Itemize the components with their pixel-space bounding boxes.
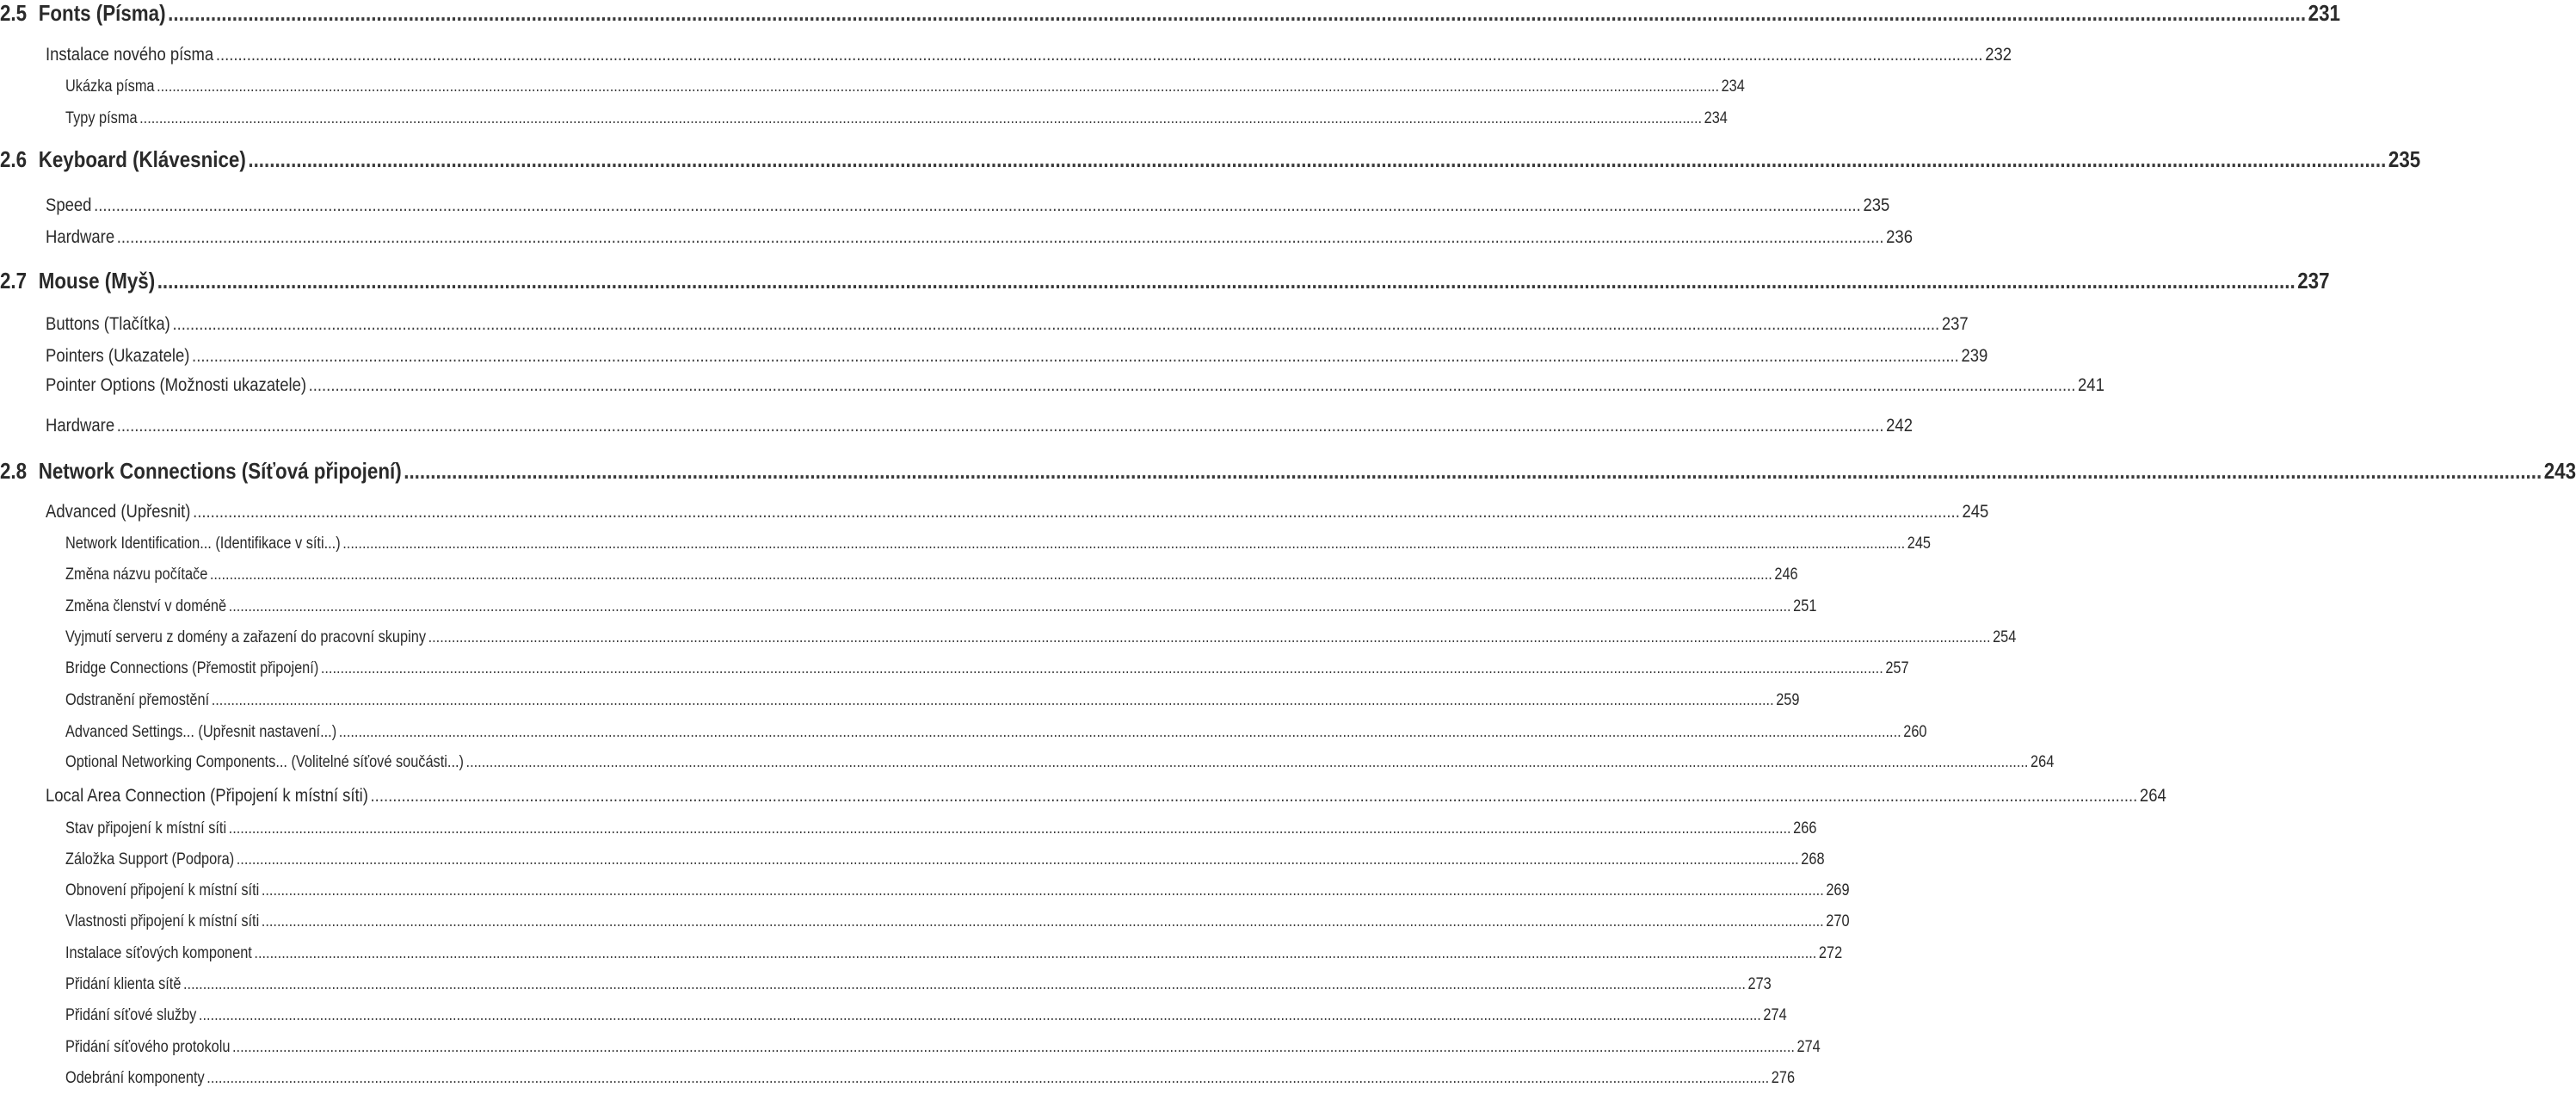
toc-entry[interactable]	[65, 628, 2017, 646]
toc-entry-title: Pointers (Ukazatele)	[46, 346, 190, 366]
dot-leader: ................................................................................................................................................................................................................................................................................................................................................................................................................	[157, 268, 2296, 294]
dot-leader: ................................................................................................................................................................................................................................................................................................................................................................................................................	[261, 881, 1824, 899]
toc-page-number: 231	[2308, 0, 2340, 26]
toc-entry[interactable]	[65, 819, 1817, 837]
toc-entry[interactable]	[65, 975, 1772, 993]
toc-page-number: 237	[1941, 314, 1969, 334]
toc-section-number: 2.6	[0, 146, 28, 172]
toc-entry[interactable]	[65, 535, 1932, 553]
toc-entry-title: Ukázka písma	[65, 77, 155, 96]
dot-leader: ................................................................................................................................................................................................................................................................................................................................................................................................................	[192, 346, 1959, 366]
dot-leader: ................................................................................................................................................................................................................................................................................................................................................................................................................	[404, 458, 2542, 484]
toc-entry-title: Instalace síťových komponent	[65, 944, 252, 962]
toc-page-number: 273	[1747, 975, 1772, 993]
toc-page-number: 234	[1704, 109, 1728, 127]
toc-page-number: 235	[1863, 195, 1890, 215]
toc-page-number: 259	[1776, 691, 1800, 709]
dot-leader: ................................................................................................................................................................................................................................................................................................................................................................................................................	[320, 659, 1883, 677]
dot-leader: ................................................................................................................................................................................................................................................................................................................................................................................................................	[94, 195, 1861, 215]
dot-leader: ................................................................................................................................................................................................................................................................................................................................................................................................................	[215, 45, 1983, 65]
toc-page-number: 246	[1774, 566, 1798, 584]
dot-leader: ................................................................................................................................................................................................................................................................................................................................................................................................................	[254, 944, 1817, 962]
toc-page-number: 235	[2388, 146, 2421, 172]
dot-leader: ................................................................................................................................................................................................................................................................................................................................................................................................................	[261, 912, 1824, 930]
toc-entry-title: Přidání síťové služby	[65, 1006, 197, 1024]
toc-entry-title: Odstranění přemostění	[65, 691, 210, 709]
dot-leader: ................................................................................................................................................................................................................................................................................................................................................................................................................	[236, 850, 1799, 868]
dot-leader: ................................................................................................................................................................................................................................................................................................................................................................................................................	[370, 786, 2138, 806]
toc-entry[interactable]	[46, 314, 1969, 334]
toc-entry[interactable]	[46, 375, 2105, 395]
dot-leader: ................................................................................................................................................................................................................................................................................................................................................................................................................	[209, 566, 1772, 584]
dot-leader: ................................................................................................................................................................................................................................................................................................................................................................................................................	[183, 975, 1746, 993]
toc-entry-title: Network Identification... (Identifikace v síti...)	[65, 535, 341, 553]
dot-leader: ................................................................................................................................................................................................................................................................................................................................................................................................................	[428, 628, 1991, 646]
toc-entry[interactable]	[46, 786, 2166, 806]
toc-entry-title: Přidání klienta sítě	[65, 975, 182, 993]
dot-leader: ................................................................................................................................................................................................................................................................................................................................................................................................................	[116, 227, 1884, 247]
toc-page-number: 269	[1826, 881, 1850, 899]
dot-leader: ................................................................................................................................................................................................................................................................................................................................................................................................................	[465, 753, 2029, 771]
toc-entry[interactable]	[65, 944, 1843, 962]
dot-leader: ................................................................................................................................................................................................................................................................................................................................................................................................................	[338, 723, 1901, 741]
toc-entry-title: Typy písma	[65, 109, 138, 127]
toc-entry-title: Vlastnosti připojení k místní síti	[65, 912, 260, 930]
toc-entry-title: Optional Networking Components... (Volitelné síťové součásti...)	[65, 753, 464, 771]
toc-entry-title: Mouse (Myš)	[38, 268, 156, 294]
toc-section-number: 2.5	[0, 0, 28, 26]
dot-leader: ................................................................................................................................................................................................................................................................................................................................................................................................................	[157, 77, 1720, 96]
dot-leader: ................................................................................................................................................................................................................................................................................................................................................................................................................	[248, 146, 2387, 172]
toc-entry[interactable]	[0, 146, 2421, 172]
toc-entry[interactable]	[46, 346, 1988, 366]
toc-entry-title: Network Connections (Síťová připojení)	[38, 458, 402, 484]
toc-entry[interactable]	[0, 458, 2576, 484]
toc-page-number: 234	[1721, 77, 1745, 96]
toc-entry[interactable]	[65, 912, 1850, 930]
toc-entry[interactable]	[65, 1069, 1796, 1087]
toc-page-number: 241	[2078, 375, 2105, 395]
toc-entry-title: Speed	[46, 195, 92, 215]
toc-entry[interactable]	[65, 881, 1850, 899]
toc-page-number: 270	[1826, 912, 1850, 930]
toc-entry[interactable]	[46, 416, 1913, 436]
toc-entry[interactable]	[65, 109, 1728, 127]
toc-entry-title: Obnovení připojení k místní síti	[65, 881, 260, 899]
toc-section-number: 2.7	[0, 268, 28, 294]
toc-entry[interactable]	[65, 753, 2055, 771]
dot-leader: ................................................................................................................................................................................................................................................................................................................................................................................................................	[172, 314, 1940, 334]
toc-entry-title: Buttons (Tlačítka)	[46, 314, 170, 334]
dot-leader: ................................................................................................................................................................................................................................................................................................................................................................................................................	[211, 691, 1774, 709]
toc-entry[interactable]	[46, 227, 1913, 247]
dot-leader: ................................................................................................................................................................................................................................................................................................................................................................................................................	[232, 1038, 1795, 1056]
toc-page-number: 254	[1993, 628, 2017, 646]
dot-leader: ................................................................................................................................................................................................................................................................................................................................................................................................................	[139, 109, 1703, 127]
toc-entry-title: Fonts (Písma)	[38, 0, 166, 26]
toc-page-number: 274	[1763, 1006, 1787, 1024]
toc-entry[interactable]	[65, 691, 1800, 709]
toc-entry[interactable]	[65, 659, 1909, 677]
toc-page-number: 276	[1771, 1069, 1796, 1087]
toc-entry-title: Keyboard (Klávesnice)	[38, 146, 246, 172]
toc-page-number: 243	[2543, 458, 2576, 484]
toc-entry-title: Vyjmutí serveru z domény a zařazení do pracovní skupiny	[65, 628, 426, 646]
toc-page-number: 242	[1886, 416, 1913, 436]
toc-entry[interactable]	[46, 195, 1890, 215]
dot-leader: ................................................................................................................................................................................................................................................................................................................................................................................................................	[228, 597, 1791, 615]
dot-leader: ................................................................................................................................................................................................................................................................................................................................................................................................................	[116, 416, 1884, 436]
toc-entry-title: Local Area Connection (Připojení k místní síti)	[46, 786, 368, 806]
toc-entry[interactable]	[0, 268, 2330, 294]
toc-entry-title: Změna členství v doméně	[65, 597, 227, 615]
toc-entry[interactable]	[65, 566, 1798, 584]
toc-entry-title: Záložka Support (Podpora)	[65, 850, 235, 868]
toc-entry[interactable]	[65, 597, 1817, 615]
toc-page-number: 274	[1796, 1038, 1821, 1056]
toc-page-number: 245	[1962, 502, 1989, 522]
toc-entry-title: Advanced Settings... (Upřesnit nastavení...)	[65, 723, 337, 741]
toc-entry-title: Pointer Options (Možnosti ukazatele)	[46, 375, 307, 395]
dot-leader: ................................................................................................................................................................................................................................................................................................................................................................................................................	[198, 1006, 1761, 1024]
dot-leader: ................................................................................................................................................................................................................................................................................................................................................................................................................	[206, 1069, 1770, 1087]
toc-entry[interactable]	[65, 77, 1745, 96]
toc-page-number: 257	[1885, 659, 1909, 677]
toc-page-number: 260	[1903, 723, 1927, 741]
toc-section-number: 2.8	[0, 458, 28, 484]
toc-entry-title: Bridge Connections (Přemostit připojení)	[65, 659, 319, 677]
toc-entry[interactable]	[65, 1038, 1821, 1056]
toc-entry[interactable]	[65, 723, 1927, 741]
toc-page-number: 264	[2139, 786, 2166, 806]
dot-leader: ................................................................................................................................................................................................................................................................................................................................................................................................................	[193, 502, 1960, 522]
dot-leader: ................................................................................................................................................................................................................................................................................................................................................................................................................	[228, 819, 1791, 837]
toc-entry-title: Instalace nového písma	[46, 45, 214, 65]
dot-leader: ................................................................................................................................................................................................................................................................................................................................................................................................................	[168, 0, 2307, 26]
toc-page-number: 264	[2031, 753, 2055, 771]
toc-page-number: 239	[1961, 346, 1988, 366]
toc-entry-title: Přidání síťového protokolu	[65, 1038, 231, 1056]
toc-entry[interactable]	[46, 502, 1989, 522]
toc-entry[interactable]	[65, 850, 1825, 868]
toc-page-number: 236	[1886, 227, 1913, 247]
toc-entry[interactable]	[46, 45, 2012, 65]
toc-page-number: 266	[1793, 819, 1817, 837]
toc-entry-title: Odebrání komponenty	[65, 1069, 205, 1087]
toc-page-number: 232	[1985, 45, 2012, 65]
toc-entry-title: Advanced (Upřesnit)	[46, 502, 191, 522]
toc-page-number: 251	[1793, 597, 1817, 615]
toc-entry-title: Změna názvu počítače	[65, 566, 208, 584]
toc-entry[interactable]	[65, 1006, 1787, 1024]
toc-entry-title: Hardware	[46, 227, 115, 247]
toc-entry[interactable]	[0, 0, 2340, 26]
dot-leader: ................................................................................................................................................................................................................................................................................................................................................................................................................	[342, 535, 1906, 553]
toc-entry-title: Hardware	[46, 416, 115, 436]
toc-page-number: 237	[2297, 268, 2330, 294]
dot-leader: ................................................................................................................................................................................................................................................................................................................................................................................................................	[308, 375, 2076, 395]
toc-entry-title: Stav připojení k místní síti	[65, 819, 227, 837]
toc-page-number: 272	[1818, 944, 1843, 962]
toc-page-number: 245	[1907, 535, 1932, 553]
toc-page-number: 268	[1801, 850, 1825, 868]
